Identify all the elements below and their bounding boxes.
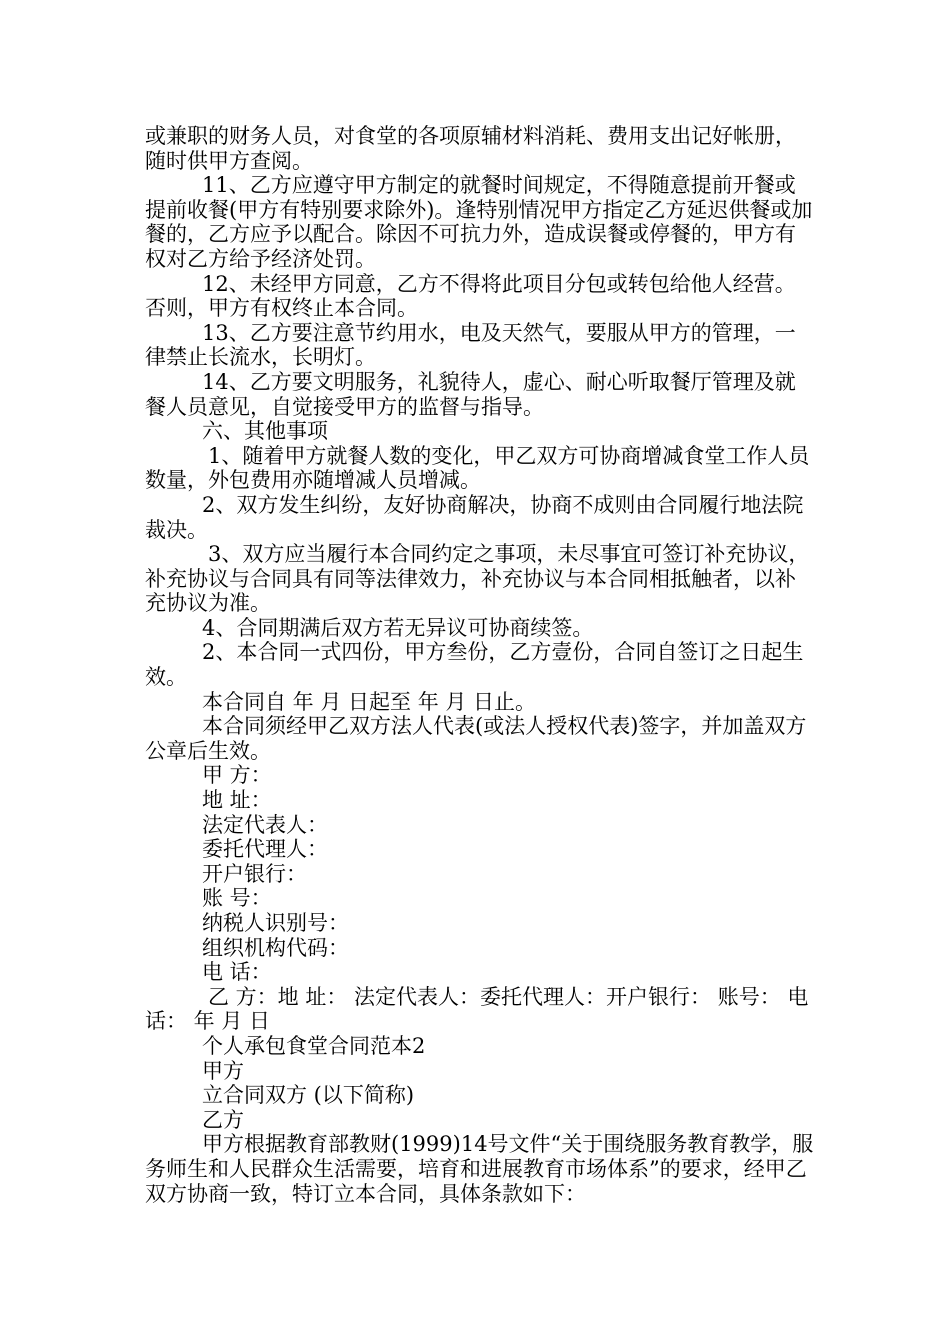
account-label: 账 号： [202,886,272,911]
effect-clause: 本合同须经甲乙双方法人代表(或法人授权代表)签字，并加盖双方公章后生效。 [145,714,807,763]
parties-intro: 立合同双方 (以下简称) [202,1083,415,1108]
other-clause-3: 3、双方应当履行本合同约定之事项，未尽事宜可签订补充协议，补充协议与合同具有同等法律效力，补充协议与本合同相抵触者，以补充协议为准。 [145,542,810,616]
sample-title: 个人承包食堂合同范本2 [202,1033,426,1058]
party-a-label: 甲 方： [202,763,272,788]
phone-label: 电 话： [202,960,272,985]
section-heading-other-matters: 六、其他事项 [202,419,328,444]
paragraph-continuation: 或兼职的财务人员，对食堂的各项原辅材料消耗、费用支出记好帐册，随时供甲方查阅。 [145,124,796,173]
other-clause-1: 1、随着甲方就餐人数的变化，甲乙双方可协商增减食堂工作人员数量，外包费用亦随增减人员增减。 [145,443,810,493]
agent-label: 委托代理人： [202,837,328,862]
party-b-block: 乙 方：地 址： 法定代表人：委托代理人：开户银行： 账号： 电 话： 年 月 日 [145,984,809,1034]
other-clause-4: 4、合同期满后双方若无异议可协商续签。 [202,615,594,640]
contract-term: 本合同自 年 月 日起至 年 月 日止。 [202,689,537,714]
address-label: 地 址： [202,788,272,813]
legal-rep-label: 法定代表人： [202,812,328,837]
clause-12: 12、未经甲方同意，乙方不得将此项目分包或转包给他人经营。否则，甲方有权终止本合同。 [145,271,796,321]
party-b-short: 乙方 [202,1107,244,1132]
clause-14: 14、乙方要文明服务，礼貌待人，虚心、耐心听取餐厅管理及就餐人员意见，自觉接受甲方的监督与指导。 [145,369,796,419]
party-a-short: 甲方 [202,1058,244,1083]
bank-label: 开户银行： [202,861,307,886]
tax-id-label: 纳税人识别号： [202,911,349,935]
clause-13: 13、乙方要注意节约用水，电及天然气，要服从甲方的管理，一律禁止长流水，长明灯。 [145,320,796,370]
clause-11: 11、乙方应遵守甲方制定的就餐时间规定，不得随意提前开餐或提前收餐(甲方有特别要求除外)。逢特别情况甲方指定乙方延迟供餐或加餐的，乙方应予以配合。除因不可抗力外，造成误餐或停餐的，甲方有权对乙方给予经济处罚。 [145,173,813,271]
copies-clause: 2、本合同一式四份，甲方叁份，乙方壹份，合同自签订之日起生效。 [145,640,804,690]
other-clause-2: 2、双方发生纠纷，友好协商解决，协商不成则由合同履行地法院裁决。 [145,492,804,542]
document-body [145,124,815,1206]
intro-paragraph: 甲方根据教育部教财(1999)14号文件“关于围绕服务教育教学，服务师生和人民群众生活需要，培育和进展教育市场体系”的要求，经甲乙双方协商一致，特订立本合同，具体条款如下： [145,1132,814,1206]
org-code-label: 组织机构代码： [202,935,349,960]
